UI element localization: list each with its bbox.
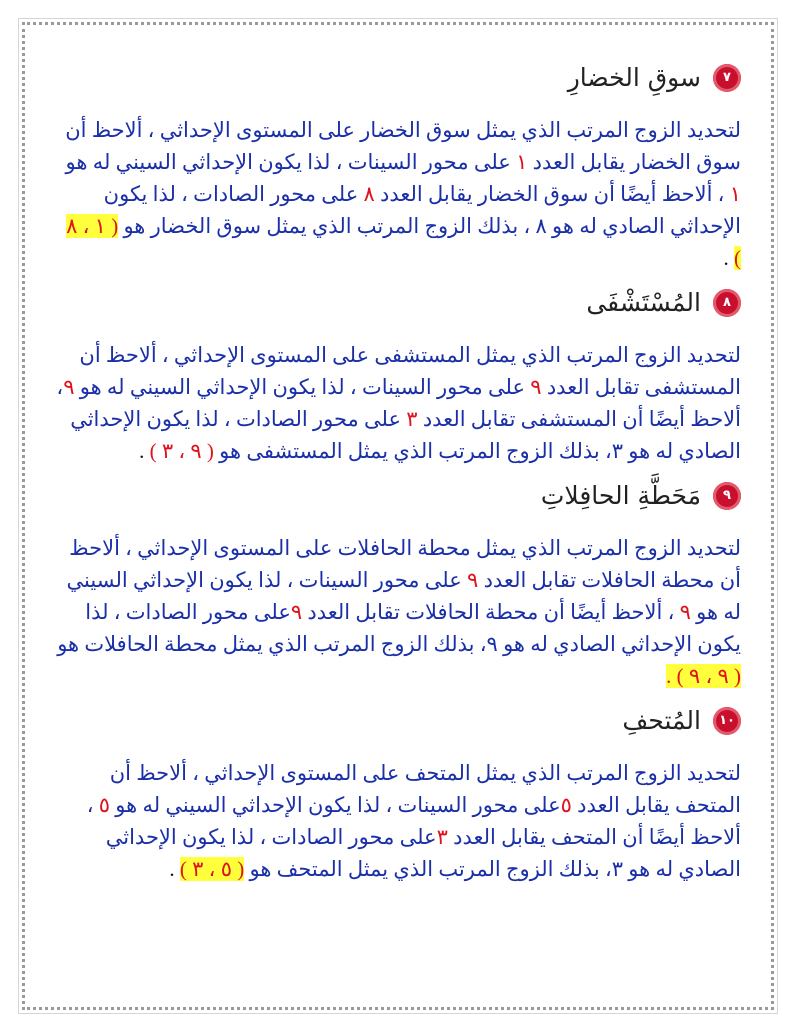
paragraph-text: على محور الصادات ، لذا يكون الإحداثي الصادي له هو ٩، بذلك الزوج المرتب الذي يمثل محطة الحافلات هو xyxy=(57,600,741,656)
paragraph-text: لتحديد الزوج المرتب الذي يمثل المتحف على المستوى الإحداثي ، ألاحظ أن المتحف يقابل العدد xyxy=(109,761,741,817)
paragraph-text: ، ألاحظ أيضًا أن المتحف يقابل العدد xyxy=(86,793,741,849)
number-text: ٩ xyxy=(530,375,542,399)
paragraph-text: ، ألاحظ أيضًا أن محطة الحافلات تقابل العدد xyxy=(302,600,680,624)
section-museum xyxy=(55,706,741,885)
number-text: ٥ xyxy=(98,793,111,817)
section-heading xyxy=(55,288,741,317)
paragraph-text: ، ألاحظ أيضًا أن سوق الخضار يقابل العدد xyxy=(374,182,730,206)
number-text: ٣ xyxy=(436,825,448,849)
section-heading xyxy=(55,63,741,92)
paragraph-text: لتحديد الزوج المرتب الذي يمثل سوق الخضار على المستوى الإحداثي ، ألاحظ أن سوق الخضار يقابل العدد xyxy=(65,118,741,174)
section-heading xyxy=(55,706,741,735)
paragraph-text: . xyxy=(169,857,180,881)
number-text: ١ xyxy=(516,150,528,174)
number-badge: ٨ xyxy=(713,289,741,317)
highlighted-answer: ( ٥ ، ٣ ) xyxy=(179,857,245,881)
number-badge: ٩ xyxy=(713,482,741,510)
number-text: ٥ xyxy=(560,793,572,817)
paragraph-text: . xyxy=(139,439,150,463)
number-text: ٩ xyxy=(63,375,75,399)
number-badge: ١٠ xyxy=(713,707,741,735)
highlighted-answer: ( ٩ ، ٩ ) . xyxy=(666,664,741,688)
paragraph-text: على محور السينات ، لذا يكون الإحداثي السيني له هو xyxy=(110,793,561,817)
page-frame xyxy=(22,22,774,1010)
paragraph-text: على محور السينات ، لذا يكون الإحداثي السيني له هو xyxy=(66,568,741,624)
answer-paragraph xyxy=(55,339,741,467)
number-text: ( ٩ ، ٣ ) xyxy=(149,439,214,463)
answer-paragraph xyxy=(55,757,741,885)
section-title: المُسْتَشْفَى xyxy=(586,288,701,317)
section-hospital xyxy=(55,288,741,467)
number-text: ٩ xyxy=(679,600,691,624)
number-text: ٩ xyxy=(290,600,303,624)
section-title: المُتحفِ xyxy=(622,706,701,735)
section-title: مَحَطَّةِ الحافِلاتِ xyxy=(540,481,701,510)
number-text: ٩ xyxy=(467,568,479,592)
number-text: ٣ xyxy=(406,407,418,431)
answer-paragraph xyxy=(55,114,741,274)
paragraph-text: على محور الصادات ، لذا يكون الإحداثي الصادي له هو ٣، بذلك الزوج المرتب الذي يمثل المستشفى هو xyxy=(70,407,741,463)
paragraph-text: لتحديد الزوج المرتب الذي يمثل محطة الحافلات على المستوى الإحداثي ، ألاحظ أن محطة الحافلات تقابل العدد xyxy=(69,536,741,592)
answer-paragraph xyxy=(55,532,741,692)
paragraph-text: على محور السينات ، لذا يكون الإحداثي السيني له هو xyxy=(65,150,517,174)
number-text: ٨ xyxy=(363,182,375,206)
document-content xyxy=(55,63,741,899)
highlighted-answer: ( ١ ، ٨ ) xyxy=(66,214,741,270)
section-vegetable-market xyxy=(55,63,741,274)
section-bus-station xyxy=(55,481,741,692)
paragraph-text: . xyxy=(723,246,734,270)
paragraph-text: على محور الصادات ، لذا يكون الإحداثي الصادي له هو ٣، بذلك الزوج المرتب الذي يمثل المتحف هو xyxy=(105,825,741,881)
paragraph-text: على محور الصادات ، لذا يكون الإحداثي الصادي له هو ٨ ، بذلك الزوج المرتب الذي يمثل سوق الخضار هو xyxy=(103,182,741,238)
section-title: سوقِ الخضارِ xyxy=(567,63,701,92)
paragraph-text: ، ألاحظ أيضًا أن المستشفى تقابل العدد xyxy=(56,375,741,431)
paragraph-text: لتحديد الزوج المرتب الذي يمثل المستشفى على المستوى الإحداثي ، ألاحظ أن المستشفى تقابل العدد xyxy=(79,343,741,399)
number-text: ١ xyxy=(729,182,741,206)
paragraph-text: على محور السينات ، لذا يكون الإحداثي السيني له هو xyxy=(74,375,531,399)
number-badge: ٧ xyxy=(713,64,741,92)
section-heading xyxy=(55,481,741,510)
